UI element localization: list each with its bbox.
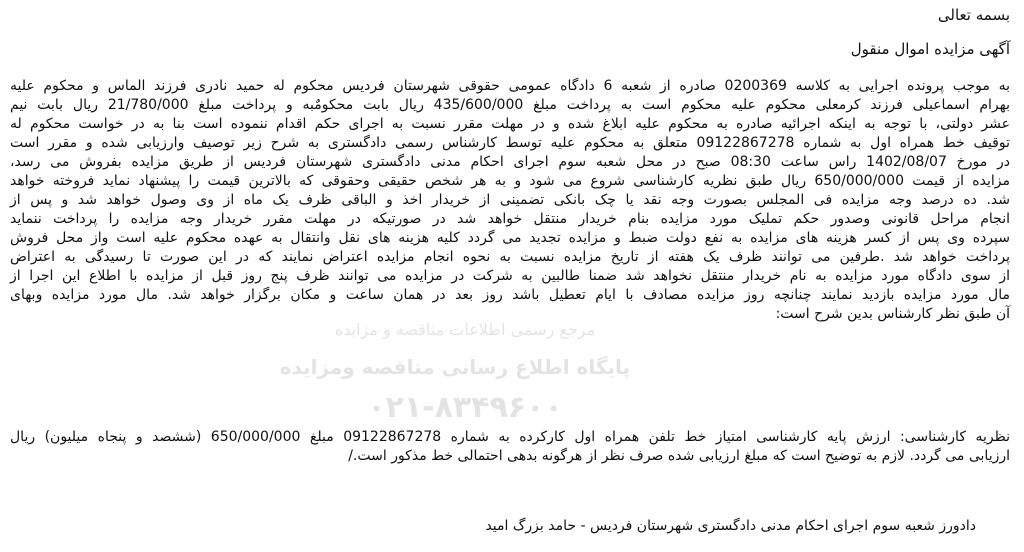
notice-title: آگهی مزایده اموال منقول [850,40,1010,58]
body-line: در مورخ 1402/08/07 راس ساعت 08:30 صبح در محل شعبه سوم اجرای احکام مدنی دادگستری شهرستان فردیس از طریق مزایده بفروش می رسد، [10,154,1010,170]
body-line: مال مورد مزایده بازدید نمایند چنانچه روز مزایده مصادف با ایام تعطیل باشد روز بعد در همان ساعت و مکان برگزار خواهد شد. مال مورد مزایده وبهای [10,287,1010,303]
body-line: شد. ده درصد وجه مزایده فی المجلس بصورت وجه نقد یا چک بانکی تضمینی از خریدار اخذ و الباقی ظرف یک ماه از وی وصول خواهد شد و پس از [10,192,1010,208]
body-line: انجام مراحل قانونی وصدور حکم تملیک مورد مزایده بنام خریدار منتقل خواهد شد در صورتیکه در مهلت مقرر خریدار وجه مزایده را پرداخت ننماید [10,211,1010,227]
body-line: از سوی دادگاه مورد مزایده به نام خریدار منتقل نخواهد شد ضمنا طالبین به شرکت در مزایده می توانند ظرف پنج روز قبل از مزایده با اطلاع این اجرا از [10,268,1010,284]
body-line: آن طبق نظر کارشناس بدین شرح است: [775,306,1010,322]
body-line: پرداخت خواهد شد .طرفین می توانند ظرف یک هفته از تاریخ مزایده نسبت به نحوه انجام مزایده اعتراض نمایند که در این صورت تا رسیدگی به اعتراض [10,249,1010,265]
body-line: بهرام اسماعیلی فرزند کرمعلی محکوم علیه محکوم است به پرداخت مبلغ 435/600/000 ریال بابت محکومٌبه و پرداخت مبلغ 21/780/000 ریال بابت نیم [10,97,1010,113]
expert-line: نظریه کارشناسی: ارزش پایه کارشناسی امتیاز خط تلفن همراه اول کارکرده به شماره 09122867278 مبلغ 650/000/000 (ششصد و پنجاه میلیون) ریال [10,429,1010,445]
body-line: سپرده وی پس از کسر هزینه های مزایده به نفع دولت ضبط و مزایده تجدید می گردد کلیه هزینه های نقل وانتقال به عهده محکوم علیه است واز محل فروش [10,230,1010,246]
watermark-line: ۰۲۱-۸۳۴۹۶۰۰ [367,390,563,425]
watermark-line: پایگاه اطلاع رسانی مناقصه ومزایده [279,355,630,379]
body-line: مزایده از قیمت 650/000/000 ریال طبق نظریه کارشناسی شروع می شود و به هر شخص حقیقی وحقوقی که بالاترین قیمت را پیشنهاد نماید فروخته خواهد [10,173,1010,189]
body-line: عشر دولتی، با توجه به اینکه اجرائیه صادره به محکوم علیه ابلاغ شده و در مهلت مقرر نسبت به اجرای حکم اقدام ننموده است بنا به در خواست محکوم له [10,116,1010,132]
watermark [279,310,630,470]
signature: دادورز شعبه سوم اجرای احکام مدنی دادگستری شهرستان فردیس - حامد بزرگ امید [485,518,976,534]
body-line: توقیف خط همراه اول به شماره 09122867278 متعلق به محکوم علیه توسط کارشناس رسمی دادگستری به شرح زیر توصیف وارزیابی شده و مقرر است [10,135,1010,151]
body-line: به موجب پرونده اجرایی به کلاسه 0200369 صادره از شعبه 6 دادگاه عمومی حقوقی شهرستان فردیس محکوم له حمید نادری فرزند الماس و محکوم علیه [10,78,1010,94]
salutation: بسمه تعالی [937,6,1010,24]
watermark-line: مرجع رسمی اطلاعات مناقصه و مزایده [334,320,596,339]
expert-line: ارزیابی می گردد. لازم به توضیح است که مبلغ ارزیابی شده صرف نظر از هرگونه بدهی احتمالی خط مذکور است./ [348,448,1010,464]
